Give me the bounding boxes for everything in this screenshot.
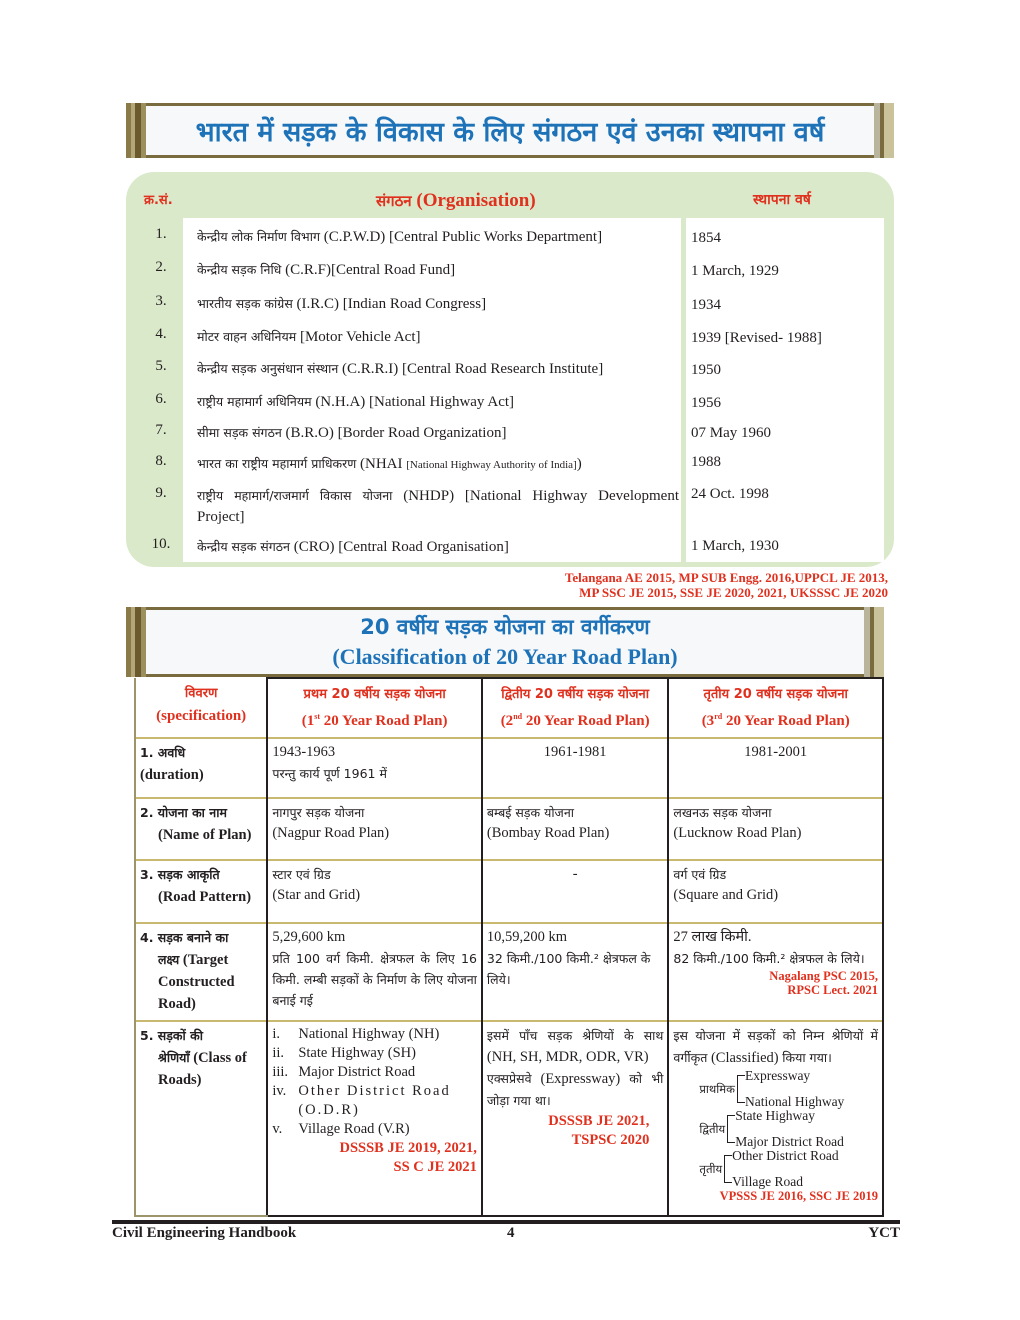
page-footer	[112, 1225, 900, 1243]
list-item: i. National Highway (NH)	[272, 1026, 440, 1042]
header-year: स्थापना वर्ष	[753, 192, 811, 208]
banner-decoration	[884, 103, 894, 158]
section-title-banner	[126, 103, 894, 158]
table-row-road-pattern: 3. सड़क आकृति (Road Pattern) स्टार एवं ग्रिड (Star and Grid) - वर्ग एवं ग्रिड (Square and Grid)	[135, 860, 883, 923]
exam-reference-note: Telangana AE 2015, MP SUB Engg. 2016,UPPCL JE 2013, MP SSC JE 2015, SSE JE 2020, 2021, UKSSSC JE 2020	[564, 570, 888, 600]
footer-divider	[112, 1220, 900, 1224]
exam-reference-note: VPSSS JE 2016, SSC JE 2019	[719, 1189, 878, 1203]
road-class-group-secondary: द्वितीय State Highway Major District Road	[699, 1108, 844, 1149]
header-second-plan: द्वितीय 20 वर्षीय सड़क योजना (2nd 20 Year Road Plan)	[482, 678, 668, 738]
header-specification: विवरण (specification)	[135, 678, 267, 738]
banner-decoration	[874, 607, 884, 677]
table-header-row	[135, 678, 883, 738]
header-organisation: संगठन (Organisation)	[376, 190, 536, 211]
table-row-duration: 1. अवधि (duration) 1943-1963 परन्तु कार्य पूर्ण 1961 में 1961-1981 1981-2001	[135, 738, 883, 798]
list-item: iii. Major District Road	[272, 1064, 416, 1080]
header-third-plan: तृतीय 20 वर्षीय सड़क योजना (3rd 20 Year Road Plan)	[668, 678, 883, 738]
classification-table	[134, 677, 884, 1217]
organisation-table: क्र.सं. संगठन (Organisation) स्थापना वर्ष 1. केन्द्रीय लोक निर्माण विभाग (C.P.W.D) [Central Public Works Department] 1854 2. केन्द्रीय सड़क निधि (C.R.F)[Central Road Fund] 1 March, 1929 3. भारतीय सड़क कांग्रेस (I.R.C) [Indian Road Congress] 1934 4. मोटर वाहन अधिनियम [Motor Vehicle Act] 1939 [Revised- 1988] 5. केन्द्रीय सड़क अनुसंधान संस्थान (C.R.R.I) [Central Road Research Institute] 1950 6. राष्ट्रीय महामार्ग अधिनियम (N.H.A) [National Highway Act] 1956 7. सीमा सड़क संगठन (B.R.O) [Border Road Organization] 07 May 1960 8. भारत का राष्ट्रीय महामार्ग प्राधिकरण (NHAI [National Highway Authority of India]) 1988 9. राष्ट्रीय महामार्ग/राजमार्ग विकास योजना (NHDP) [National Highway Development Project] 24 Oct. 1998 10. केन्द्रीय सड़क संगठन (CRO) [Central Road Organisation] 1 March, 1930	[126, 172, 894, 567]
list-item: iv. Other District Road (O.D.R)	[272, 1083, 451, 1118]
table-row-plan-name: 2. योजना का नाम (Name of Plan) नागपुर सड़क योजना (Nagpur Road Plan) बम्बई सड़क योजना (Bombay Road Plan) लखनऊ सड़क योजना (Lucknow Road Plan)	[135, 798, 883, 860]
header-serial: क्र.सं.	[144, 193, 173, 208]
exam-reference-note: Nagalang PSC 2015, RPSC Lect. 2021	[769, 969, 878, 997]
book-title: Civil Engineering Handbook	[112, 1225, 297, 1241]
table-row-target: 4. सड़क बनाने का लक्ष्य (Target Constructed Road) 5,29,600 km प्रति 100 वर्ग किमी. क्षेत्रफल के लिए 16 किमी. लम्बी सड़कों के निर्माण के लिए योजना बनाई गई 10,59,200 km 32 किमी./100 किमी.² क्षेत्रफल के लिये। 27 लाख किमी. 82 किमी./100 किमी.² क्षेत्रफल के लिये। Nagalang PSC 2015, RPSC Lect. 2021	[135, 923, 883, 1021]
page-number: 4	[507, 1225, 515, 1241]
list-item: v. Village Road (V.R)	[272, 1121, 410, 1137]
exam-reference-note: DSSSB JE 2019, 2021, SS C JE 2021	[339, 1140, 477, 1175]
bracket-icon	[737, 1075, 745, 1103]
section-title-banner	[126, 607, 884, 677]
section-title: 20 वर्षीय सड़क योजना का वर्गीकरण	[360, 615, 650, 639]
table-row-road-classes: 5. सड़कों की श्रेणियाँ (Class of Roads) i. National Highway (NH) ii. State Highway (SH) iii. Major District Road iv. Other District Road (O.D.R) v. Village Road (V.R) DSSSB JE 2019, 2021, SS C JE 2021 इसमें पाँच सड़क श्रेणियों के साथ (NH, SH, MDR, ODR, VR) एक्सप्रेसवे (Expressway) को भी जोड़ा गया था। DSSSB JE 2021, TSPSC 2020 इस योजना में सड़कों को निम्न श्रेणियों में वर्गीकृत (Classified) किया गया। प्राथमिक Expressway National Highway द्वितीय State Highway Major District Road तृतीय Other District Road Village Road VPSSS JE 2016, SSC JE 2019	[135, 1021, 883, 1216]
bracket-icon	[724, 1155, 732, 1183]
header-first-plan: प्रथम 20 वर्षीय सड़क योजना (1st 20 Year Road Plan)	[267, 678, 482, 738]
road-class-group-tertiary: तृतीय Other District Road Village Road	[699, 1148, 839, 1189]
road-class-group-primary: प्राथमिक Expressway National Highway	[699, 1068, 845, 1109]
road-class-list	[272, 1025, 477, 1139]
exam-reference-note: DSSSB JE 2021, TSPSC 2020	[548, 1113, 650, 1148]
section-subtitle: (Classification of 20 Year Road Plan)	[332, 644, 678, 669]
list-item: ii. State Highway (SH)	[272, 1045, 416, 1061]
publisher: YCT	[868, 1225, 900, 1241]
section-title: भारत में सड़क के विकास के लिए संगठन एवं उनका स्थापना वर्ष	[195, 117, 825, 148]
bracket-icon	[727, 1115, 735, 1143]
